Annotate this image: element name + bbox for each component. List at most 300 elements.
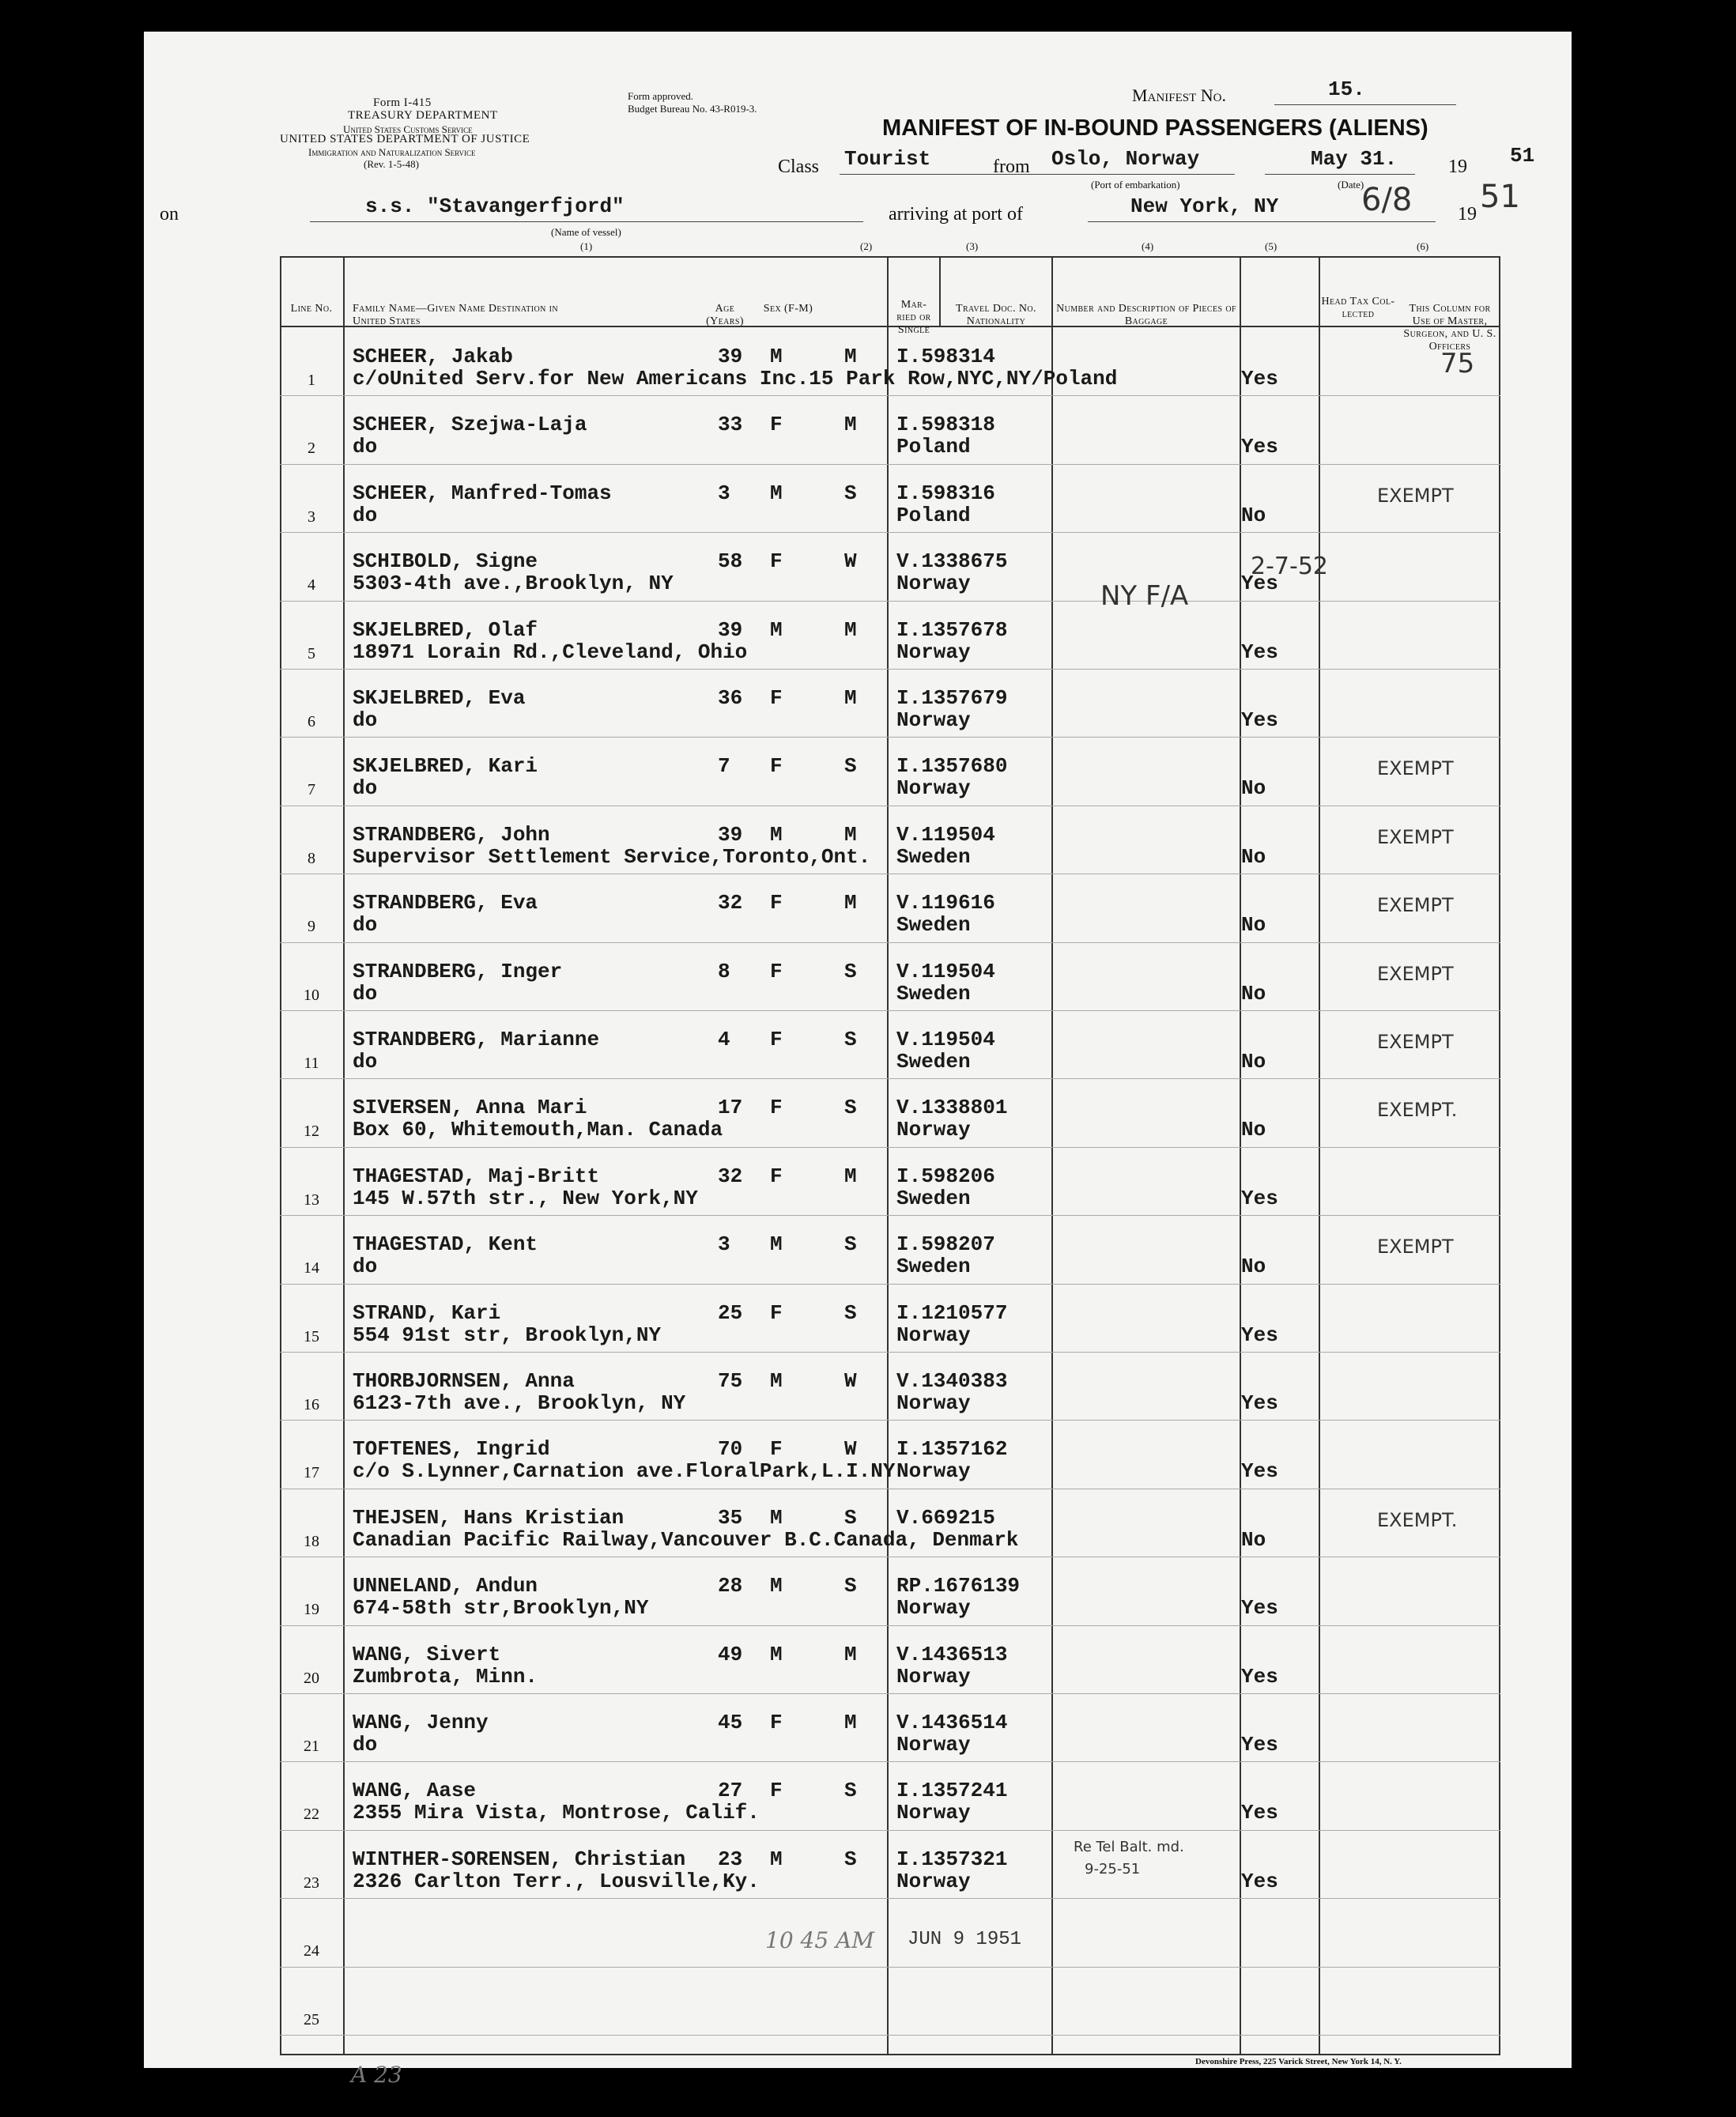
passenger-marital-status: S [844,1096,857,1120]
arrival-year-handwritten: 51 [1480,179,1520,215]
passenger-sex: F [770,549,783,574]
officer-note: EXEMPT [1377,894,1454,917]
passenger-destination: Box 60, Whitemouth,Man. Canada [353,1118,723,1142]
row-divider [280,532,1500,533]
passenger-sex: F [770,1164,783,1188]
passenger-destination: do [353,776,378,801]
passenger-sex: F [770,1437,783,1462]
passenger-travel-doc: V.119504 [896,1028,995,1051]
passenger-nationality: Norway [896,1391,971,1415]
passenger-sex: M [770,1369,783,1393]
col-header-travel-doc: Travel Doc. No. Nationality [956,303,1036,327]
passenger-nationality: Norway [896,708,971,732]
passenger-marital-status: S [844,754,857,779]
printer-imprint: Devonshire Press, 225 Varick Street, New York 14, N. Y. [1195,2057,1402,2066]
passenger-marital-status: S [844,481,857,505]
passenger-name: WINTHER-SORENSEN, Christian [353,1847,686,1871]
officer-note: EXEMPT [1377,962,1454,985]
vessel-underline [310,221,863,222]
row-divider [280,737,1500,738]
passenger-sex: M [770,1847,783,1871]
officer-note: EXEMPT. [1377,1099,1458,1122]
passenger-name: THAGESTAD, Maj-Britt [353,1164,600,1188]
col-divider [939,256,941,327]
passenger-name: SKJELBRED, Eva [353,686,526,710]
passenger-destination: do [353,435,378,459]
passenger-sex: F [770,1028,783,1051]
line-number: 11 [304,1055,319,1072]
passenger-head-tax: No [1241,1255,1266,1279]
passenger-sex: F [770,754,783,779]
passenger-head-tax: No [1241,913,1266,938]
passenger-nationality: Norway [896,572,971,596]
line-number: 10 [304,986,319,1004]
passenger-age: 3 [718,481,730,505]
row-divider [280,1625,1500,1626]
col-header-married: Mar- ried or Single [896,299,931,336]
line-number: 16 [304,1396,319,1413]
passenger-marital-status: S [844,1300,857,1325]
row-divider [280,1761,1500,1762]
passenger-destination: do [353,503,378,527]
row-divider [280,1215,1500,1216]
passenger-head-tax: No [1241,503,1266,527]
passenger-destination: do [353,1255,378,1279]
revision: (Rev. 1-5-48) [364,158,419,170]
passenger-sex: F [770,413,783,437]
baggage-note-row23-a: Re Tel Balt. md. [1074,1839,1184,1855]
passenger-nationality: Norway [896,640,971,664]
passenger-destination: do [353,1733,378,1757]
passenger-marital-status: S [844,1505,857,1530]
passenger-travel-doc: V.1338675 [896,549,1008,574]
line-number: 1 [308,372,315,389]
manifest-page [144,32,1572,2088]
passenger-marital-status: S [844,959,857,983]
passenger-sex: M [770,1574,783,1598]
passenger-destination: 2326 Carlton Terr., Lousville,Ky. [353,1869,760,1893]
passenger-head-tax: Yes [1241,1869,1278,1893]
passenger-head-tax: No [1241,776,1266,801]
row-divider [280,395,1500,396]
passenger-nationality: Norway [896,1596,971,1621]
col-header-age: Age (Years) [706,303,744,327]
passenger-head-tax: Yes [1241,1733,1278,1757]
line-number: 6 [308,713,315,730]
officer-note: EXEMPT [1377,1031,1454,1053]
passenger-name: SCHEER, Manfred-Tomas [353,481,612,505]
passenger-travel-doc: I.1357162 [896,1437,1008,1462]
class-value: Tourist [844,147,931,171]
manifest-number-label: Manifest No. [1132,85,1226,105]
passenger-marital-status: M [844,891,857,915]
passenger-sex: M [770,822,783,847]
manifest-number: 15. [1328,77,1365,101]
passenger-nationality: Poland [896,503,971,527]
passenger-nationality: Sweden [896,1186,971,1210]
passenger-marital-status: S [844,1847,857,1871]
passenger-sex: M [770,345,783,368]
passenger-sex: F [770,959,783,983]
col-header-sex: Sex (F-M) [763,303,813,315]
passenger-age: 32 [718,1164,743,1188]
date-stamp: JUN 9 1951 [908,1929,1022,1950]
line-number: 19 [304,1601,319,1619]
line-number: 25 [304,2010,319,2028]
col-header-officers: This Column for Use of Master, Surgeon, and U. S. Officers [1403,303,1496,353]
line-number: 20 [304,1669,319,1687]
row-divider [280,1284,1500,1285]
passenger-name: TOFTENES, Ingrid [353,1437,550,1462]
vessel-caption: (Name of vessel) [551,226,621,238]
passenger-name: SKJELBRED, Olaf [353,617,538,642]
passenger-head-tax: No [1241,1527,1266,1552]
passenger-destination: do [353,1050,378,1074]
passenger-destination: 554 91st str, Brooklyn,NY [353,1323,662,1347]
passenger-marital-status: M [844,345,857,368]
passenger-travel-doc: I.1357679 [896,686,1008,710]
on-label: on [160,204,179,225]
form-approved: Form approved. [628,90,694,102]
punch-hole [52,239,96,283]
row-divider [280,1898,1500,1899]
passenger-age: 32 [718,891,743,915]
col-number-6: (6) [1417,240,1429,252]
passenger-destination: 18971 Lorain Rd.,Cleveland, Ohio [353,640,748,664]
passenger-nationality: Sweden [896,844,971,869]
col-header-name: Family Name—Given Name Destination in United States [353,303,559,327]
manifest-underline [1274,104,1456,105]
passenger-age: 39 [718,345,743,368]
officer-note: EXEMPT. [1377,1508,1458,1531]
passenger-name: SIVERSEN, Anna Mari [353,1096,587,1120]
passenger-marital-status: M [844,686,857,710]
passenger-nationality: Poland [896,435,971,459]
line-number: 14 [304,1259,319,1277]
passenger-name: STRANDBERG, Marianne [353,1028,600,1051]
department-of-justice: UNITED STATES DEPARTMENT OF JUSTICE [280,133,530,145]
passenger-age: 4 [718,1028,730,1051]
passenger-travel-doc: V.669215 [896,1505,995,1530]
passenger-head-tax: Yes [1241,1323,1278,1347]
passenger-travel-doc: I.1357678 [896,617,1008,642]
passenger-destination: c/o S.Lynner,Carnation ave.FloralPark,L.I.NY [353,1459,896,1484]
passenger-travel-doc: V.119504 [896,959,995,983]
line-number: 2 [308,440,315,458]
row-divider [280,1693,1500,1694]
passenger-name: STRANDBERG, Inger [353,959,563,983]
punch-hole [52,694,96,738]
arrival-port: New York, NY [1130,194,1279,218]
col-number-1: (1) [580,240,593,252]
row-divider [280,669,1500,670]
passenger-head-tax: Yes [1241,1186,1278,1210]
passenger-head-tax: Yes [1241,708,1278,732]
passenger-head-tax: Yes [1241,1459,1278,1484]
line-number: 7 [308,781,315,799]
passenger-marital-status: W [844,549,857,574]
passenger-travel-doc: V.1340383 [896,1369,1008,1393]
class-label: Class [778,157,820,177]
passenger-destination: Supervisor Settlement Service,Toronto,Ont. [353,844,871,869]
col-header-line: Line No. [290,303,333,315]
row-divider [280,1352,1500,1353]
passenger-marital-status: W [844,1437,857,1462]
line-number: 12 [304,1123,319,1141]
officer-note: EXEMPT [1377,484,1454,507]
from-label: from [993,157,1030,177]
passenger-name: THAGESTAD, Kent [353,1232,538,1257]
passenger-age: 35 [718,1505,743,1530]
passenger-marital-status: M [844,617,857,642]
punch-hole [52,81,96,125]
embarkation-caption: (Port of embarkation) [1091,179,1180,191]
passenger-age: 23 [718,1847,743,1871]
passenger-name: THORBJORNSEN, Anna [353,1369,575,1393]
passenger-travel-doc: I.1210577 [896,1300,1008,1325]
passenger-age: 75 [718,1369,743,1393]
passenger-age: 28 [718,1574,743,1598]
passenger-head-tax: Yes [1241,1391,1278,1415]
row-divider [280,1830,1500,1831]
line-number: 23 [304,1874,319,1892]
officer-note: EXEMPT [1377,825,1454,848]
passenger-head-tax: No [1241,844,1266,869]
passenger-travel-doc: I.598314 [896,345,995,368]
passenger-name: SCHEER, Szejwa-Laja [353,413,587,437]
passenger-age: 39 [718,822,743,847]
passenger-head-tax: No [1241,981,1266,1006]
line-number: 24 [304,1942,319,1960]
time-note: 10 45 AM [765,1927,874,1953]
line-number: 17 [304,1464,319,1482]
passenger-travel-doc: RP.1676139 [896,1574,1021,1598]
row-divider [280,1078,1500,1079]
date-caption: (Date) [1338,179,1364,191]
passenger-destination: 674-58th str,Brooklyn,NY [353,1596,649,1621]
line-number: 9 [308,918,315,936]
passenger-name: STRANDBERG, John [353,822,550,847]
from-value: Oslo, Norway [1051,147,1200,171]
passenger-nationality: Norway [896,1664,971,1689]
manifest-title: MANIFEST OF IN-BOUND PASSENGERS (ALIENS) [882,115,1428,141]
officer-note: EXEMPT [1377,1236,1454,1259]
row-divider [280,942,1500,943]
officer-note: 2-7-52 [1251,553,1328,581]
passenger-marital-status: M [844,1642,857,1666]
customs-service: United States Customs Service [343,123,473,135]
passenger-marital-status: S [844,1574,857,1598]
bottom-pencil-note: A 23 [351,2062,402,2088]
passenger-marital-status: M [844,822,857,847]
passenger-marital-status: S [844,1028,857,1051]
passenger-age: 27 [718,1779,743,1803]
ins-service: Immigration and Naturalization Service [308,146,476,158]
passenger-sex: M [770,1505,783,1530]
passenger-marital-status: M [844,413,857,437]
form-number: Form I-415 [373,96,432,109]
passenger-destination: Canadian Pacific Railway,Vancouver B.C.Canada, Denmark [353,1527,1019,1552]
passenger-destination: do [353,981,378,1006]
from-underline [1045,174,1235,175]
passenger-name: SKJELBRED, Kari [353,754,538,779]
passenger-sex: M [770,1642,783,1666]
passenger-sex: M [770,481,783,505]
line-number: 13 [304,1191,319,1209]
passenger-head-tax: Yes [1241,435,1278,459]
passenger-age: 3 [718,1232,730,1257]
treasury-department: TREASURY DEPARTMENT [348,109,498,122]
row-divider [280,601,1500,602]
passenger-travel-doc: I.1357321 [896,1847,1008,1871]
passenger-head-tax: Yes [1241,1801,1278,1825]
col-divider [1051,256,1053,2055]
passenger-name: STRAND, Kari [353,1300,501,1325]
passenger-nationality: Sweden [896,1050,971,1074]
punch-hole [52,1036,96,1080]
row-divider [280,1010,1500,1011]
passenger-nationality: Sweden [896,1255,971,1279]
passenger-age: 58 [718,549,743,574]
col-number-5: (5) [1265,240,1277,252]
arrival-date-handwritten: 6/8 [1361,182,1413,218]
row-divider [280,464,1500,465]
passenger-marital-status: M [844,1164,857,1188]
punch-hole [52,1897,96,1942]
col-number-2: (2) [860,240,873,252]
passenger-nationality: Sweden [896,913,971,938]
baggage-note-row4: NY F/A [1100,580,1189,612]
year-prefix-2: 19 [1458,204,1477,225]
passenger-sex: F [770,1300,783,1325]
passenger-nationality: Norway [896,1118,971,1142]
passenger-sex: F [770,1096,783,1120]
passenger-travel-doc: V.1436513 [896,1642,1008,1666]
vessel-name: s.s. "Stavangerfjord" [365,194,625,218]
line-number: 18 [304,1532,319,1550]
passenger-destination: do [353,913,378,938]
passenger-age: 33 [718,413,743,437]
passenger-nationality: Norway [896,1801,971,1825]
passenger-age: 70 [718,1437,743,1462]
arriving-label: arriving at port of [889,204,1023,225]
passenger-name: WANG, Sivert [353,1642,501,1666]
embarkation-date: May 31. [1311,147,1398,171]
passenger-marital-status: S [844,1232,857,1257]
passenger-travel-doc: I.1357680 [896,754,1008,779]
col-divider [343,256,345,2055]
row-divider [280,1420,1500,1421]
passenger-name: SCHIBOLD, Signe [353,549,538,574]
passenger-age: 36 [718,686,743,710]
passenger-head-tax: No [1241,1050,1266,1074]
passenger-travel-doc: V.119504 [896,822,995,847]
passenger-age: 49 [718,1642,743,1666]
passenger-travel-doc: I.598207 [896,1232,995,1257]
row-divider [280,1147,1500,1148]
row-divider [280,2035,1500,2036]
col-header-baggage: Number and Description of Pieces of Baggage [1056,303,1236,327]
passenger-travel-doc: I.1357241 [896,1779,1008,1803]
line-number: 21 [304,1738,319,1755]
date-underline [1265,174,1415,175]
col-number-4: (4) [1142,240,1154,252]
year-prefix: 19 [1448,157,1467,177]
passenger-marital-status: W [844,1369,857,1393]
passenger-marital-status: S [844,1779,857,1803]
passenger-sex: F [770,1711,783,1734]
passenger-destination: Zumbrota, Minn. [353,1664,538,1689]
passenger-age: 39 [718,617,743,642]
passenger-nationality: Norway [896,1733,971,1757]
passenger-sex: F [770,686,783,710]
col-divider [887,256,889,2055]
baggage-note-row23-b: 9-25-51 [1085,1861,1141,1877]
line-number: 8 [308,849,315,867]
passenger-sex: F [770,1779,783,1803]
passenger-nationality: Norway [896,1459,971,1484]
passenger-marital-status: M [844,1711,857,1734]
passenger-head-tax: Yes [1241,367,1278,391]
passenger-head-tax: Yes [1241,640,1278,664]
officer-note: 75 [1440,348,1475,379]
passenger-travel-doc: V.119616 [896,891,995,915]
passenger-age: 17 [718,1096,743,1120]
passenger-destination: 6123-7th ave., Brooklyn, NY [353,1391,686,1415]
passenger-name: UNNELAND, Andun [353,1574,538,1598]
budget-bureau: Budget Bureau No. 43-R019-3. [628,103,757,115]
passenger-travel-doc: I.598318 [896,413,995,437]
passenger-age: 45 [718,1711,743,1734]
line-number: 15 [304,1327,319,1345]
passenger-age: 25 [718,1300,743,1325]
passenger-travel-doc: V.1436514 [896,1711,1008,1734]
line-number: 5 [308,644,315,662]
passenger-head-tax: No [1241,1118,1266,1142]
passenger-name: SCHEER, Jakab [353,345,513,368]
punch-hole [52,1379,96,1424]
passenger-travel-doc: I.598206 [896,1164,995,1188]
passenger-destination: 2355 Mira Vista, Montrose, Calif. [353,1801,760,1825]
passenger-head-tax: Yes [1241,1596,1278,1621]
passenger-destination: do [353,708,378,732]
passenger-sex: M [770,1232,783,1257]
passenger-travel-doc: I.598316 [896,481,995,505]
line-number: 3 [308,508,315,526]
line-number: 4 [308,576,315,594]
passenger-name: WANG, Jenny [353,1711,489,1734]
passenger-nationality: Norway [896,776,971,801]
passenger-destination: c/oUnited Serv.for New Americans Inc.15 Park Row,NYC,NY/Poland [353,367,1118,391]
passenger-name: THEJSEN, Hans Kristian [353,1505,625,1530]
passenger-travel-doc: V.1338801 [896,1096,1008,1120]
passenger-nationality: Norway [896,1869,971,1893]
year-value: 51 [1510,144,1535,168]
passenger-head-tax: Yes [1241,572,1278,596]
passenger-nationality: Sweden [896,981,971,1006]
row-divider [280,1967,1500,1968]
officer-note: EXEMPT [1377,757,1454,780]
col-header-head-tax: Head Tax Col- lected [1321,296,1395,320]
passenger-sex: M [770,617,783,642]
passenger-destination: 145 W.57th str., New York,NY [353,1186,698,1210]
passenger-name: WANG, Aase [353,1779,477,1803]
passenger-nationality: Norway [896,1323,971,1347]
passenger-age: 8 [718,959,730,983]
passenger-head-tax: Yes [1241,1664,1278,1689]
passenger-name: STRANDBERG, Eva [353,891,538,915]
port-underline [1088,221,1436,222]
